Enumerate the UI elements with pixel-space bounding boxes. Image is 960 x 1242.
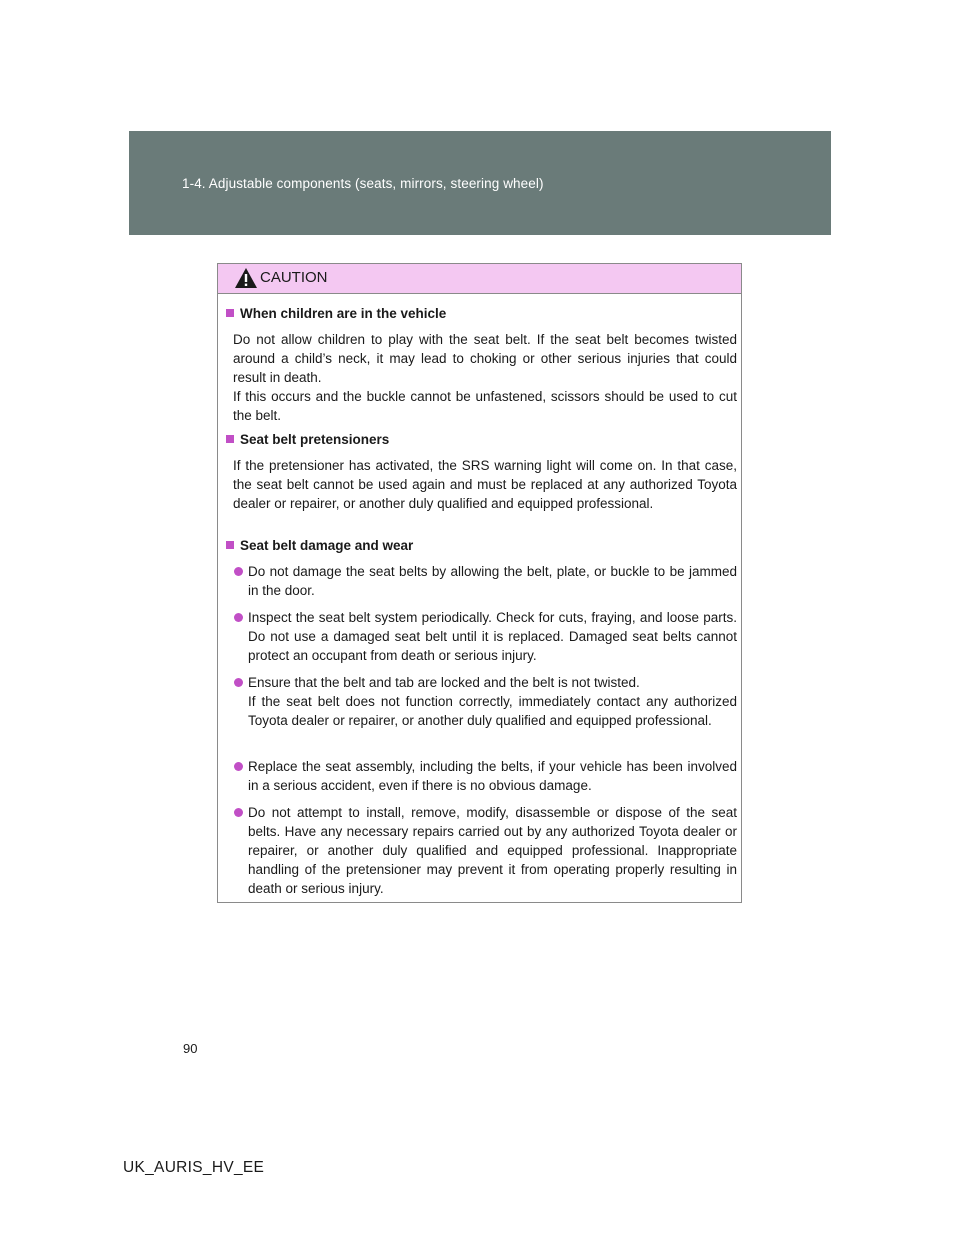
round-bullet-icon bbox=[234, 613, 243, 622]
square-bullet-icon bbox=[226, 541, 234, 549]
header-title: 1-4. Adjustable components (seats, mirrors, steering wheel) bbox=[182, 176, 544, 191]
list-item: Replace the seat assembly, including the belts, if your vehicle has been involved in a serious accident, even if there is no obvious damage. bbox=[234, 757, 737, 795]
paragraph: If the pretensioner has activated, the SRS warning light will come on. In that case, the seat belt cannot be used again and must be replaced at any authorized Toyota dealer or repairer, or another duly qualified and equipped professional. bbox=[233, 458, 737, 511]
section-title-children: When children are in the vehicle bbox=[226, 306, 446, 321]
round-bullet-icon bbox=[234, 808, 243, 817]
paragraph: If the seat belt does not function correctly, immediately contact any authorized Toyota dealer or repairer, or another duly qualified and equipped professional. bbox=[248, 694, 737, 728]
caution-label: CAUTION bbox=[260, 269, 328, 286]
round-bullet-icon bbox=[234, 567, 243, 576]
section-title-pretensioners: Seat belt pretensioners bbox=[226, 432, 389, 447]
warning-triangle-icon bbox=[234, 267, 258, 289]
list-item: Do not damage the seat belts by allowing the belt, plate, or buckle to be jammed in the door. bbox=[234, 562, 737, 600]
square-bullet-icon bbox=[226, 309, 234, 317]
list-item: Ensure that the belt and tab are locked and the belt is not twisted. bbox=[234, 673, 737, 692]
round-bullet-icon bbox=[234, 762, 243, 771]
square-bullet-icon bbox=[226, 435, 234, 443]
caution-box bbox=[217, 263, 742, 903]
caution-header bbox=[218, 264, 741, 294]
section-title-damage-wear: Seat belt damage and wear bbox=[226, 538, 413, 553]
list-item: Do not attempt to install, remove, modify, disassemble or dispose of the seat belts. Have any necessary repairs carried out by any authorized Toyota dealer or repairer, or another duly qualified and equipped professional. Inappropriate handling of the pretensioner may prevent it from operating properly resulting in death or serious injury. bbox=[234, 803, 737, 898]
section-header bbox=[129, 131, 831, 235]
page-number: 90 bbox=[183, 1041, 198, 1056]
paragraph: If this occurs and the buckle cannot be unfastened, scissors should be used to cut the belt. bbox=[233, 389, 737, 423]
list-item: Inspect the seat belt system periodically. Check for cuts, fraying, and loose parts. Do not use a damaged seat belt until it is replaced. Damaged seat belts cannot protect an occupant from death or serious injury. bbox=[234, 608, 737, 665]
round-bullet-icon bbox=[234, 678, 243, 687]
document-code: UK_AURIS_HV_EE bbox=[123, 1159, 265, 1176]
paragraph: Do not allow children to play with the seat belt. If the seat belt becomes twisted around a child’s neck, it may lead to choking or other serious injuries that could result in death. bbox=[233, 332, 737, 385]
